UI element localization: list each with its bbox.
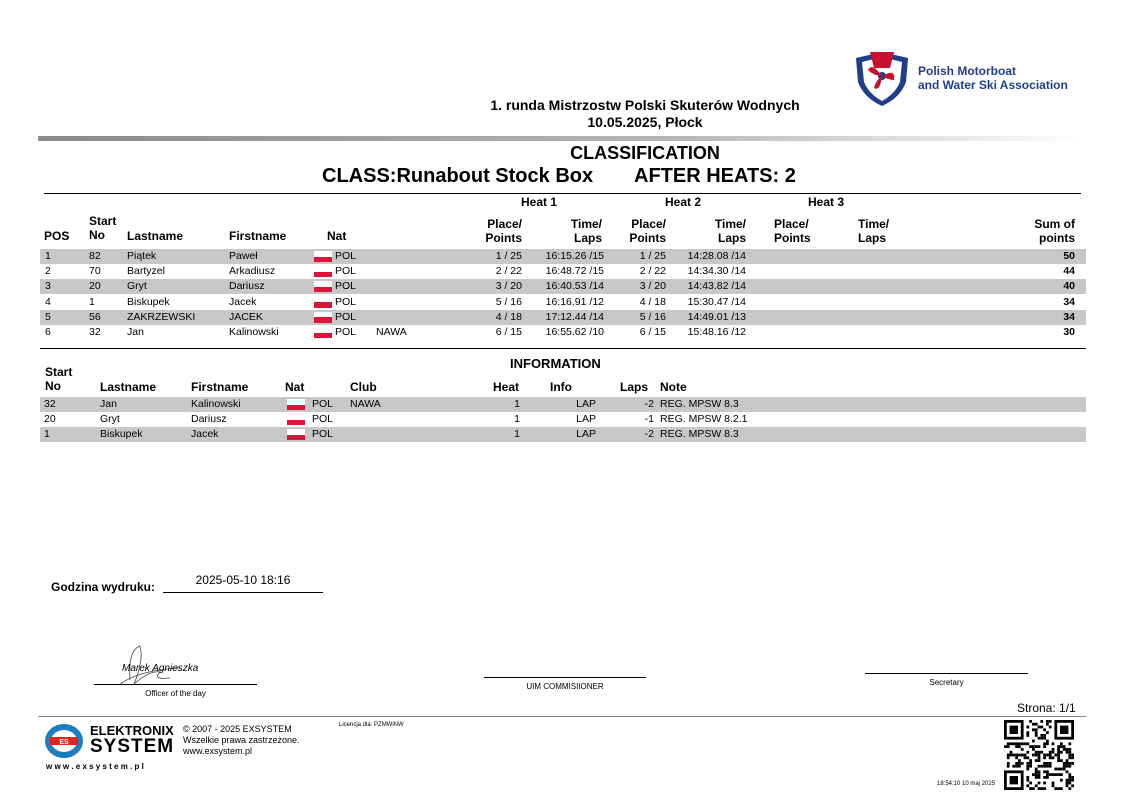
col-sum: [1010, 217, 1075, 245]
nat-cell: POL: [335, 280, 357, 293]
poland-flag-icon: [314, 281, 332, 292]
start-no-cell: 20: [89, 280, 101, 293]
footer-rule: [38, 716, 1086, 717]
firstname-cell: JACEK: [229, 310, 263, 323]
secretary-signature-line: [865, 673, 1028, 674]
h1-place-cell: 5 / 16: [495, 295, 522, 308]
footer-brand-line2: SYSTEM: [90, 736, 175, 757]
info-col-info: Info: [550, 380, 572, 394]
association-name-line1: Polish Motorboat: [918, 64, 1016, 78]
pos-cell: 4: [45, 295, 51, 308]
info-info-cell: LAP: [576, 428, 596, 441]
h1-place-cell: 4 / 18: [495, 310, 522, 323]
info-start-no-cell: 20: [44, 413, 56, 426]
info-heat-cell: 1: [514, 413, 520, 426]
info-lastname-cell: Gryt: [100, 413, 120, 426]
poland-flag-icon: [287, 414, 305, 425]
table-row: [40, 264, 1086, 279]
poland-flag-icon: [287, 429, 305, 440]
footer-website-spaced: w w w . e x s y s t e m . p l: [46, 762, 144, 771]
col-h1-place: [462, 217, 522, 245]
list-item: [40, 397, 1086, 412]
qr-code-icon: [1004, 720, 1074, 790]
h2-time-cell: 14:43.82 /14: [687, 280, 746, 293]
lastname-cell: Jan: [127, 326, 144, 338]
start-no-cell: 32: [89, 326, 101, 338]
info-col-heat: Heat: [493, 380, 520, 394]
info-firstname-cell: Jacek: [191, 428, 219, 441]
info-firstname-cell: Dariusz: [191, 413, 227, 426]
uim-signature-line: [484, 677, 646, 678]
col-h2-time: [684, 217, 746, 245]
footer-timestamp: 18:54:10 10 maj 2025: [937, 781, 996, 787]
classification-bottom-rule: [40, 348, 1086, 349]
info-club-cell: NAWA: [350, 398, 381, 410]
h2-place-cell: 6 / 15: [639, 326, 666, 338]
officer-role: Officer of the day: [145, 689, 206, 698]
pos-cell: 6: [45, 326, 51, 338]
h2-place-cell: 4 / 18: [639, 295, 666, 308]
table-row: [40, 249, 1086, 264]
info-note-cell: REG. MPSW 8.3: [660, 398, 739, 410]
col-start-line2: No: [89, 228, 105, 242]
info-col-lastname: Lastname: [100, 380, 157, 394]
col-h1-time: [540, 217, 602, 245]
col-h1-place-line1: Place/: [487, 217, 522, 231]
print-time-underline: [163, 592, 323, 593]
table-row: [40, 310, 1086, 325]
info-laps-cell: -2: [644, 398, 654, 410]
info-col-nat: Nat: [285, 380, 305, 394]
h1-time-cell: 16:15.26 /15: [545, 250, 604, 262]
info-lastname-cell: Jan: [100, 398, 117, 410]
col-h1-place-line2: Points: [485, 231, 522, 245]
h1-place-cell: 3 / 20: [495, 280, 522, 293]
h1-time-cell: 16:55.62 /10: [545, 326, 604, 338]
sum-cell: 40: [1063, 280, 1075, 293]
col-pos: POS: [44, 229, 70, 243]
table-row: [40, 325, 1086, 340]
exsystem-logo: [44, 723, 84, 759]
poland-flag-icon: [314, 297, 332, 308]
info-col-laps: Laps: [620, 380, 649, 394]
pos-cell: 1: [45, 250, 51, 262]
info-start-no-cell: 32: [44, 398, 56, 410]
col-h2-place: [606, 217, 666, 245]
info-laps-cell: -1: [644, 413, 654, 426]
h2-time-cell: 15:48.16 /12: [687, 326, 746, 338]
footer-license: Licencja dla: PZMWiNW: [339, 722, 404, 728]
info-col-start-no: [45, 365, 72, 393]
poland-flag-icon: [314, 312, 332, 323]
officer-signature-line: [94, 684, 257, 685]
start-no-cell: 82: [89, 250, 101, 262]
start-no-cell: 56: [89, 310, 101, 323]
col-lastname: Lastname: [127, 229, 184, 243]
info-lastname-cell: Biskupek: [100, 428, 143, 441]
sum-cell: 34: [1063, 295, 1075, 308]
h2-place-cell: 5 / 16: [639, 310, 666, 323]
poland-flag-icon: [314, 251, 332, 262]
association-name-line2: and Water Ski Association: [918, 78, 1068, 92]
h1-place-cell: 6 / 15: [495, 326, 522, 338]
exsystem-logo-icon: [44, 723, 84, 759]
footer-rights: Wszelkie prawa zastrzeżone.: [183, 735, 300, 745]
h1-time-cell: 16:48.72 /15: [545, 265, 604, 278]
lastname-cell: Biskupek: [127, 295, 170, 308]
col-sum-line1: Sum of: [1034, 217, 1075, 231]
start-no-cell: 1: [89, 295, 95, 308]
uim-role: UIM COMMISIIONER: [526, 682, 604, 691]
info-start-no-cell: 1: [44, 428, 50, 441]
col-firstname: Firstname: [229, 229, 287, 243]
poland-flag-icon: [314, 266, 332, 277]
heat-2-label: Heat 2: [665, 195, 702, 209]
pos-cell: 3: [45, 280, 51, 293]
footer-website-link[interactable]: www.exsystem.pl: [183, 746, 253, 756]
info-laps-cell: -2: [644, 428, 654, 441]
h2-place-cell: 3 / 20: [639, 280, 666, 293]
info-info-cell: LAP: [576, 413, 596, 426]
col-h3-place: [774, 217, 811, 245]
sum-cell: 50: [1063, 250, 1075, 262]
col-h2-time-line2: Laps: [717, 231, 746, 245]
lastname-cell: Gryt: [127, 280, 147, 293]
info-firstname-cell: Kalinowski: [191, 398, 241, 410]
secretary-role: Secretary: [929, 678, 964, 687]
footer-copyright-block: [183, 724, 300, 757]
event-date-place: 10.05.2025, Płock: [587, 114, 703, 130]
start-no-cell: 70: [89, 265, 101, 278]
col-h3-place-line2: Points: [774, 231, 811, 245]
col-h3-time-line2: Laps: [858, 231, 887, 245]
info-col-start-line2: No: [45, 379, 61, 393]
col-h2-time-line1: Time/: [714, 217, 746, 231]
event-title: 1. runda Mistrzostw Polski Skuterów Wodnych: [490, 97, 800, 113]
info-heat-cell: 1: [514, 398, 520, 410]
print-time-value: 2025-05-10 18:16: [195, 573, 291, 587]
sum-cell: 44: [1063, 265, 1075, 278]
info-nat-cell: POL: [312, 413, 334, 426]
col-start-line1: Start: [89, 214, 117, 228]
info-note-cell: REG. MPSW 8.2.1: [660, 413, 748, 426]
svg-text:ES: ES: [59, 739, 69, 746]
info-col-start-line1: Start: [45, 365, 73, 379]
col-h3-place-line1: Place/: [774, 217, 809, 231]
class-name: CLASS:Runabout Stock Box: [322, 165, 594, 187]
col-start-no: [89, 214, 116, 242]
firstname-cell: Dariusz: [229, 280, 265, 293]
h2-time-cell: 15:30.47 /14: [687, 295, 746, 308]
info-col-club: Club: [350, 380, 377, 394]
lastname-cell: Bartyzel: [127, 265, 165, 278]
heat-1-label: Heat 1: [521, 195, 558, 209]
info-nat-cell: POL: [312, 398, 334, 410]
h2-time-cell: 14:49.01 /13: [687, 310, 746, 323]
firstname-cell: Jacek: [229, 295, 257, 308]
club-cell: NAWA: [376, 326, 407, 338]
h2-place-cell: 2 / 22: [639, 265, 666, 278]
col-h2-place-line2: Points: [629, 231, 666, 245]
classification-heading: CLASSIFICATION: [570, 143, 720, 163]
footer-brand-line1: ELEKTRONIX: [90, 723, 174, 738]
info-col-note: Note: [660, 380, 687, 394]
info-info-cell: LAP: [576, 398, 596, 410]
page-number: Strona: 1/1: [1017, 701, 1076, 715]
info-col-firstname: Firstname: [191, 380, 249, 394]
firstname-cell: Kalinowski: [229, 326, 279, 338]
info-nat-cell: POL: [312, 428, 334, 441]
nat-cell: POL: [335, 295, 357, 308]
pos-cell: 5: [45, 310, 51, 323]
firstname-cell: Paweł: [229, 250, 258, 262]
officer-name: Marek Agnieszka: [122, 663, 199, 674]
nat-cell: POL: [335, 250, 357, 262]
list-item: [40, 427, 1086, 442]
after-heats: AFTER HEATS: 2: [634, 165, 796, 187]
sum-cell: 34: [1063, 310, 1075, 323]
nat-cell: POL: [335, 310, 357, 323]
pos-cell: 2: [45, 265, 51, 278]
sum-cell: 30: [1063, 326, 1075, 338]
poland-flag-icon: [287, 399, 305, 410]
information-heading: INFORMATION: [510, 356, 601, 371]
poland-flag-icon: [314, 327, 332, 338]
h1-time-cell: 16:16.91 /12: [545, 295, 604, 308]
col-h3-time: [858, 217, 889, 245]
col-h1-time-line1: Time/: [570, 217, 602, 231]
h2-time-cell: 14:28.08 /14: [687, 250, 746, 262]
association-name: [918, 64, 1068, 92]
col-sum-line2: points: [1039, 231, 1075, 245]
h1-place-cell: 2 / 22: [495, 265, 522, 278]
nat-cell: POL: [335, 265, 357, 278]
print-time-label: Godzina wydruku:: [51, 580, 156, 594]
header-divider: [38, 136, 1086, 141]
list-item: [40, 412, 1086, 427]
footer-copyright: © 2007 - 2025 EXSYSTEM: [183, 724, 292, 734]
lastname-cell: Piątek: [127, 250, 157, 262]
h1-time-cell: 17:12.44 /14: [545, 310, 604, 323]
firstname-cell: Arkadiusz: [229, 265, 276, 278]
h1-time-cell: 16:40.53 /14: [545, 280, 604, 293]
h2-place-cell: 1 / 25: [639, 250, 666, 262]
col-h3-time-line1: Time/: [858, 217, 890, 231]
info-note-cell: REG. MPSW 8.3: [660, 428, 739, 441]
col-h2-place-line1: Place/: [631, 217, 666, 231]
table-row: [40, 279, 1086, 294]
h2-time-cell: 14:34.30 /14: [687, 265, 746, 278]
nat-cell: POL: [335, 326, 357, 338]
classification-top-rule: [44, 193, 1081, 194]
table-row: [40, 295, 1086, 310]
lastname-cell: ZAKRZEWSKI: [127, 310, 196, 323]
h1-place-cell: 1 / 25: [495, 250, 522, 262]
heat-3-label: Heat 3: [808, 195, 845, 209]
col-nat: Nat: [327, 229, 347, 243]
col-h1-time-line2: Laps: [573, 231, 602, 245]
info-heat-cell: 1: [514, 428, 520, 441]
